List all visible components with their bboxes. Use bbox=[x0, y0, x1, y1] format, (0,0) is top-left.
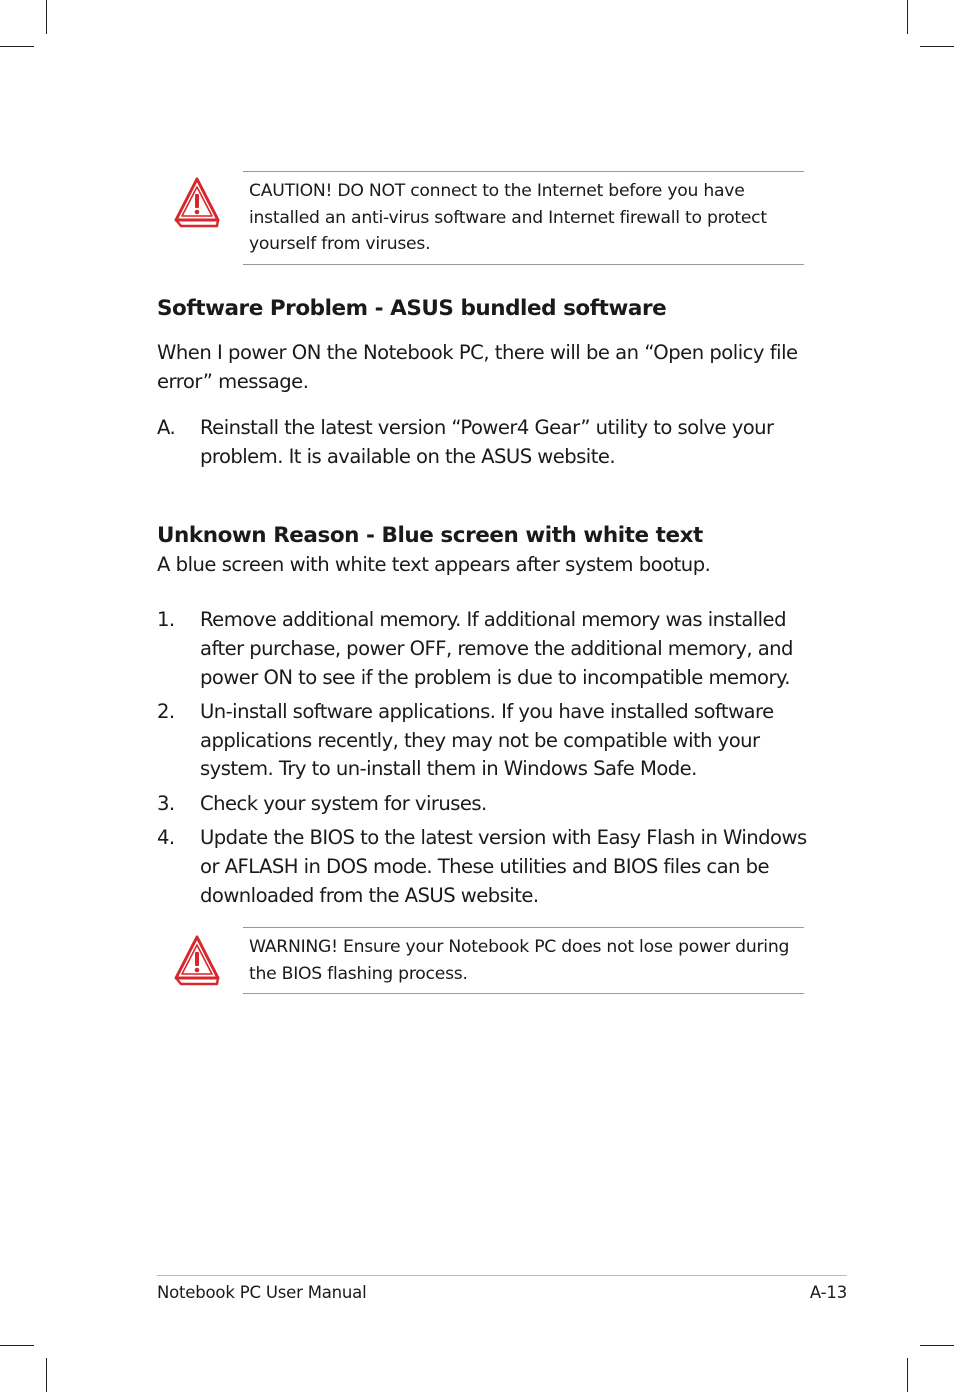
list-item bbox=[157, 698, 807, 784]
crop-mark bbox=[46, 0, 47, 34]
crop-mark bbox=[907, 1358, 908, 1392]
section-heading-unknown-reason: Unknown Reason - Blue screen with white text bbox=[157, 523, 703, 548]
warning-triangle-icon bbox=[173, 934, 221, 986]
crop-mark bbox=[0, 1345, 34, 1346]
section-intro-unknown-reason: A blue screen with white text appears after system bootup. bbox=[157, 553, 711, 576]
steps-software-problem bbox=[157, 414, 807, 477]
crop-mark bbox=[907, 0, 908, 34]
footer-divider bbox=[157, 1275, 847, 1276]
list-item bbox=[157, 606, 807, 692]
list-item-text: Update the BIOS to the latest version with Easy Flash in Windows or AFLASH in DOS mode. These utilities and BIOS files can be downloaded from the ASUS website. bbox=[200, 826, 807, 907]
crop-mark bbox=[0, 46, 34, 47]
page-number: A-13 bbox=[809, 1283, 847, 1302]
list-item-text: Check your system for viruses. bbox=[200, 791, 487, 815]
crop-mark bbox=[920, 46, 954, 47]
caution-note bbox=[243, 171, 804, 265]
list-item-text: Un-install software applications. If you have installed software applications recently, they may not be compatible with your system. Try to un-install them in Windows Safe Mode. bbox=[200, 699, 774, 781]
caution-text: CAUTION! DO NOT connect to the Internet before you have installed an anti-virus software and Internet firewall to protect yourself from viruses. bbox=[249, 181, 767, 254]
list-marker: 4. bbox=[157, 826, 175, 850]
warning-text: WARNING! Ensure your Notebook PC does not lose power during the BIOS flashing process. bbox=[249, 937, 790, 984]
crop-mark bbox=[46, 1358, 47, 1392]
list-item bbox=[157, 790, 807, 819]
steps-unknown-reason bbox=[157, 606, 807, 916]
crop-mark bbox=[920, 1345, 954, 1346]
section-heading-software-problem: Software Problem - ASUS bundled software bbox=[157, 296, 667, 321]
list-item bbox=[157, 824, 807, 910]
section-intro-software-problem: When I power ON the Notebook PC, there will be an “Open policy file error” message. bbox=[157, 341, 798, 393]
list-marker: 1. bbox=[157, 608, 175, 631]
list-marker: 2. bbox=[157, 699, 175, 723]
warning-triangle-icon bbox=[173, 176, 221, 228]
warning-note bbox=[243, 927, 804, 994]
list-item-text: Reinstall the latest version “Power4 Gear” utility to solve your problem. It is available on the ASUS website. bbox=[200, 416, 774, 468]
footer-manual-title: Notebook PC User Manual bbox=[157, 1283, 367, 1302]
list-item-text: Remove additional memory. If additional memory was installed after purchase, power OFF, remove the additional memory, and power ON to see if the problem is due to incompatible memory. bbox=[200, 608, 793, 689]
list-marker: 3. bbox=[157, 791, 175, 815]
list-marker: A. bbox=[157, 416, 176, 439]
list-item bbox=[157, 414, 807, 472]
